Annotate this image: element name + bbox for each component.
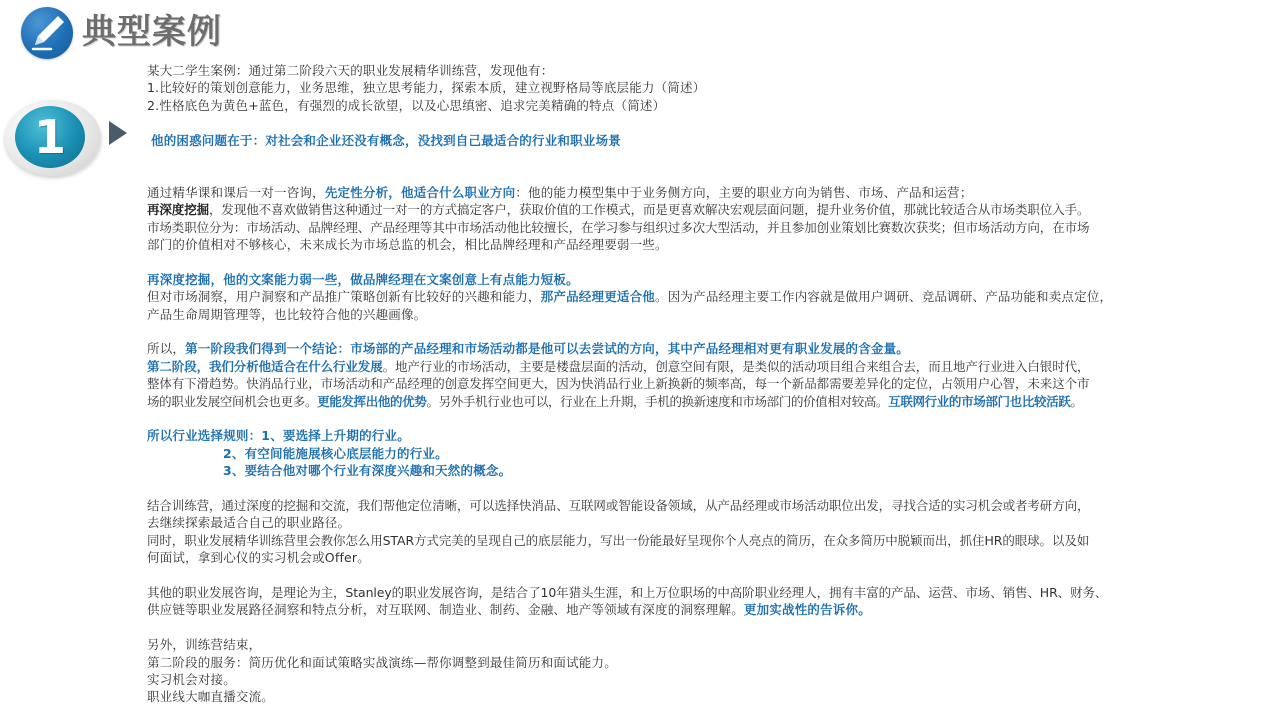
intro-line-1: 某大二学生案例：通过第二阶段六天的职业发展精华训练营，发现他有： [147,63,554,78]
conclusion-text: 。另外手机行业也可以，行业在上升期，手机的换新速度和市场部门的价值相对较高。 [426,393,889,409]
deep-highlight: 那产品经理更适合他 [540,289,656,305]
deep-text: 但对市场洞察，用户洞察和产品推广策略创新有比较好的兴趣和能力， [147,289,541,305]
pencil-icon [21,7,73,59]
consult-highlight: 更加实战性的告诉你。 [743,602,871,618]
analysis-text: 部门的价值相对不够核心，未来成长为市场总监的机会，相比品牌经理和产品经理要弱一些。 [147,237,668,253]
consult-text: 其他的职业发展咨询，是理论为主，Stanley的职业发展咨询，是结合了10年猎头生涯，和上万位职场的中高阶职业经理人，拥有丰富的产品、运营、市场、销售、HR、财务、 [147,585,1108,601]
conclusion-highlight: 更能发挥出他的优势 [317,393,427,409]
deep-text: 产品生命周期管理等，也比较符合他的兴趣画像。 [147,306,427,322]
combine-text: 结合训练营，通过深度的挖掘和交流，我们帮他定位清晰，可以选择快消品、互联网或智能设备领域，从产品经理或市场活动职位出发，寻找合适的实习机会或者考研方向， [147,498,1090,514]
intro-line-3: 2.性格底色为黄色+蓝色，有强烈的成长欲望，以及心思缜密、追求完美精确的特点（简述） [147,97,666,113]
industry-rule-1: 所以行业选择规则：1、要选择上升期的行业。 [147,428,410,444]
analysis-text: 市场类职位分为：市场活动、品牌经理、产品经理等其中市场活动他比较擅长，在学习参与组织过多次大型活动，并且参加创业策划比赛数次获奖；但市场活动方向，在市场 [147,219,1090,235]
conclusion-text: 整体有下滑趋势。快消品行业，市场活动和产品经理的创意发挥空间更大，因为快消品行业上新换新的频率高，每一个新品都需要差异化的定位，占领用户心智，未来这个市 [147,376,1090,392]
deep-dig-heading: 再深度挖掘，他的文案能力弱一些，做品牌经理在文案创意上有点能力短板。 [147,271,579,287]
stage-two-heading: 第二阶段，我们分析他适合在什么行业发展 [147,358,383,374]
intro-line-2: 1.比较好的策划创意能力，业务思维，独立思考能力，探索本质，建立视野格局等底层能力（简述） [147,80,706,96]
combine-text: 去继续探索最适合自己的职业路径。 [147,515,351,531]
deep-dig-label: 再深度挖掘 [147,202,210,218]
case-content [147,62,1273,706]
page-title: 典型案例 [82,12,222,52]
conclusion-text: 。地产行业的市场活动，主要是楼盘层面的活动，创意空间有限，是类似的活动项目组合来组合去，而且地产行业进入白银时代， [382,358,1090,374]
closing-text: 职业线大咖直播交流。 [147,689,275,705]
deep-text: 。因为产品经理主要工作内容就是做用户调研、竞品调研、产品功能和卖点定位， [655,289,1113,305]
closing-text: 另外，训练营结束， [147,637,262,653]
analysis-text: 通过精华课和课后一对一咨询， [147,184,325,200]
closing-text: 实习机会对接。 [147,672,236,688]
step-badge [5,100,101,176]
industry-rule-3: 3、要结合他对哪个行业有深度兴趣和天然的概念。 [223,463,512,479]
industry-rule-2: 2、有空间能施展核心底层能力的行业。 [223,445,448,461]
analysis-text: ：他的能力模型集中于业务侧方向，主要的职业方向为销售、市场、产品和运营； [515,184,973,200]
consult-text: 供应链等职业发展路径洞察和特点分析，对互联网、制造业、制药、金融、地产等领域有深度的洞察理解。 [147,602,744,618]
conclusion-text: 场的职业发展空间机会也更多。 [147,393,318,409]
play-arrow-icon [109,121,127,145]
conclusion-highlight: 互联网行业的市场部门也比较活跃 [888,393,1071,409]
combine-text: 何面试，拿到心仪的实习机会或Offer。 [147,550,370,566]
analysis-text: ，发现他不喜欢做销售这种通过一对一的方式搞定客户，获取价值的工作模式，而是更喜欢解决宏观层面问题，提升业务价值，那就比较适合从市场类职位入手。 [209,202,1090,218]
analysis-highlight: 先定性分析，他适合什么职业方向 [324,184,516,200]
problem-statement: 他的困惑问题在于：对社会和企业还没有概念，没找到自己最适合的行业和职业场景 [151,132,621,148]
closing-text: 第二阶段的服务：简历优化和面试策略实战演练—帮你调整到最佳简历和面试能力。 [147,654,617,670]
step-badge-circle [15,106,85,168]
conclusion-text: 所以， [147,341,186,357]
step-number: 1 [33,110,66,164]
conclusion-highlight: 第一阶段我们得到一个结论：市场部的产品经理和市场活动都是他可以去尝试的方向，其中产品经理相对更有职业发展的含金量。 [185,341,910,357]
logo-badge [21,7,73,59]
combine-text: 同时，职业发展精华训练营里会教你怎么用STAR方式完美的呈现自己的底层能力，写出一份能最好呈现你个人亮点的简历，在众多简历中脱颖而出，抓住HR的眼球。以及如 [147,532,1090,548]
conclusion-text: 。 [1070,393,1083,409]
